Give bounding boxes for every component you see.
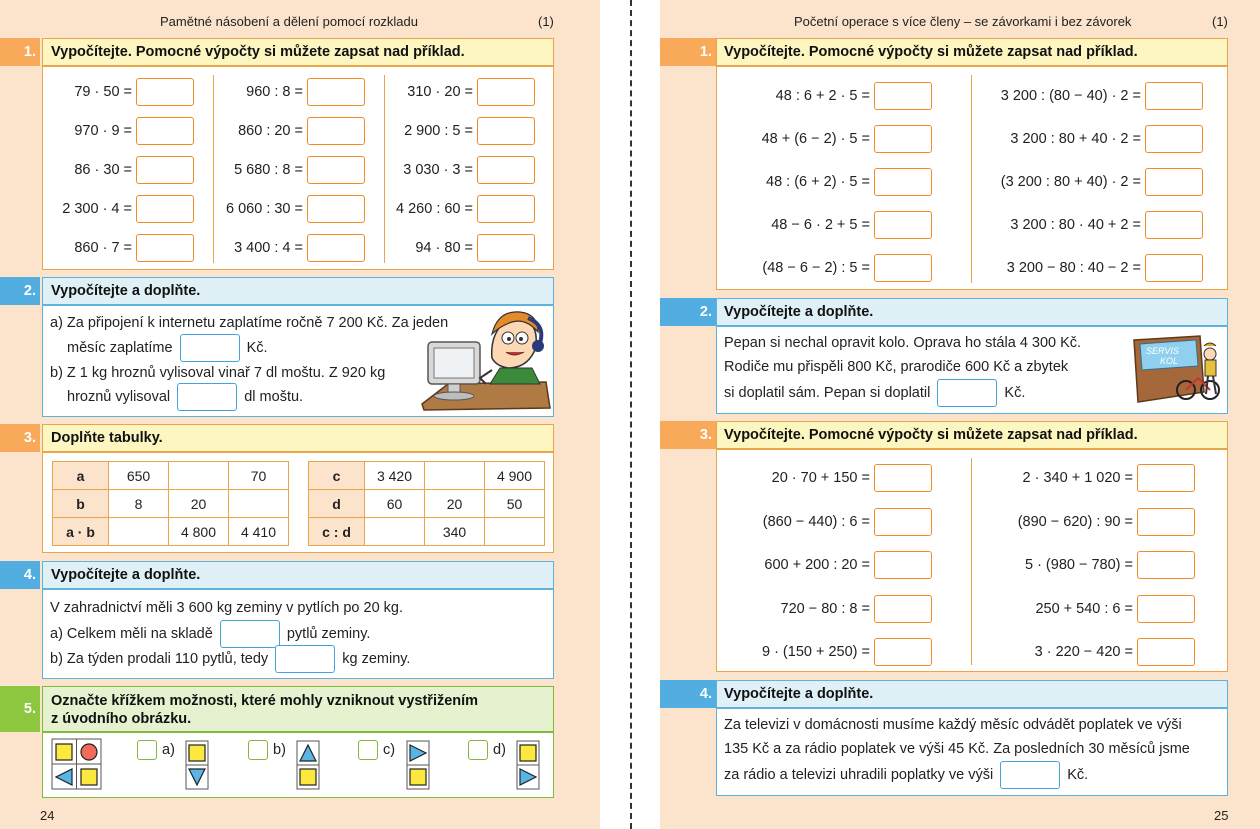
- equation-row: [712, 210, 932, 240]
- equation-text: 48 : (6 + 2) · 5 =: [766, 174, 870, 190]
- table-row: [309, 518, 545, 546]
- equation-text: 79 · 50 =: [74, 84, 132, 100]
- answer-box[interactable]: [1137, 638, 1195, 666]
- equation-text: 9 · (150 + 250) =: [761, 644, 870, 660]
- answer-box[interactable]: [1000, 761, 1060, 789]
- page-header-num: (1): [1212, 14, 1228, 29]
- equation-row: [983, 124, 1203, 154]
- word-problem-text: a) Celkem měli na skladě: [50, 625, 213, 642]
- equation-text: 3 400 : 4 =: [234, 240, 303, 256]
- equation-row: [712, 550, 932, 580]
- word-problem-text: Kč.: [1067, 766, 1089, 783]
- exercise-title: Vypočítejte a doplňte.: [42, 277, 554, 305]
- table-row-header: b: [53, 490, 109, 518]
- answer-box[interactable]: [937, 379, 997, 407]
- answer-box[interactable]: [1145, 125, 1203, 153]
- table-row-header: a: [53, 462, 109, 490]
- equation-text: 970 · 9 =: [74, 123, 132, 139]
- table-row-header: c : d: [309, 518, 365, 546]
- table-cell: 650: [109, 462, 169, 490]
- table-cell[interactable]: [485, 518, 545, 546]
- word-problem-text: Za televizi v domácnosti musíme každý měsíc odvádět poplatek ve výši: [724, 717, 1182, 733]
- answer-box[interactable]: [275, 645, 335, 673]
- equation-row: [712, 253, 932, 283]
- table-cell: 20: [169, 490, 229, 518]
- answer-box[interactable]: [477, 234, 535, 262]
- equation-row: [712, 507, 932, 537]
- word-problem-text: za rádio a televizi uhradili poplatky ve výši: [724, 766, 994, 783]
- exercise-title-line: z úvodního obrázku.: [51, 711, 192, 727]
- table-cell: 4 900: [485, 462, 545, 490]
- equation-text: (48 − 6 − 2) : 5 =: [762, 260, 870, 276]
- equation-row: [712, 124, 932, 154]
- table-cell[interactable]: [365, 518, 425, 546]
- equation-row: [975, 463, 1195, 493]
- table-row: [53, 462, 289, 490]
- exercise-number: 4.: [660, 680, 716, 708]
- equation-row: [315, 233, 535, 263]
- equation-text: (3 200 : 80 + 40) · 2 =: [1000, 174, 1141, 190]
- word-problem-text: kg zeminy.: [342, 650, 411, 667]
- table-cell: 4 410: [229, 518, 289, 546]
- table-cell: 50: [485, 490, 545, 518]
- sign-text: SERVIS: [1146, 346, 1179, 356]
- word-problem-text: b) Za týden prodali 110 pytlů, tedy: [50, 650, 269, 667]
- equation-text: (860 − 440) : 6 =: [762, 513, 870, 530]
- equation-text: 600 + 200 : 20 =: [764, 557, 870, 573]
- exercise-title: Vypočítejte. Pomocné výpočty si můžete zapsat nad příklad.: [42, 38, 554, 66]
- exercise-title: Vypočítejte a doplňte.: [716, 680, 1228, 708]
- answer-box[interactable]: [1145, 211, 1203, 239]
- word-problem-text: Rodiče mu přispěli 800 Kč, prarodiče 600 Kč a zbytek: [724, 359, 1069, 375]
- equation-row: [315, 77, 535, 107]
- exercise-title: Vypočítejte a doplňte.: [42, 561, 554, 589]
- equation-text: 720 − 80 : 8 =: [780, 600, 870, 617]
- table-row-header: a · b: [53, 518, 109, 546]
- equation-text: 4 260 : 60 =: [396, 201, 473, 217]
- answer-box[interactable]: [874, 168, 932, 196]
- equation-text: 250 + 540 : 6 =: [1035, 600, 1133, 617]
- equation-row: [983, 210, 1203, 240]
- option-a-figure: [185, 740, 209, 790]
- page-header: Početní operace s více členy – se závorkami i bez závorek: [794, 14, 1132, 29]
- answer-box[interactable]: [1145, 168, 1203, 196]
- table-row-header: c: [309, 462, 365, 490]
- equation-text: 2 900 : 5 =: [404, 123, 473, 139]
- answer-box[interactable]: [874, 82, 932, 110]
- equation-text: 3 200 : 80 · 40 + 2 =: [1010, 217, 1141, 233]
- equation-text: 48 + (6 − 2) · 5 =: [761, 131, 870, 147]
- exercise-number: 2.: [660, 298, 716, 326]
- table-row: [53, 490, 289, 518]
- exercise-title: Vypočítejte. Pomocné výpočty si můžete zapsat nad příklad.: [716, 38, 1228, 66]
- right-page: [660, 0, 1260, 829]
- page-number: 25: [1214, 808, 1229, 823]
- word-problem-text: dl moštu.: [244, 388, 304, 405]
- equation-text: 48 : 6 + 2 · 5 =: [775, 88, 870, 104]
- option-checkbox-b[interactable]: [248, 740, 268, 760]
- answer-box[interactable]: [180, 334, 240, 362]
- equation-row: [975, 507, 1195, 537]
- word-problem-text: si doplatil sám. Pepan si doplatil: [724, 384, 931, 401]
- equation-text: 2 300 · 4 =: [62, 201, 132, 217]
- table-cell[interactable]: [109, 518, 169, 546]
- left-page: [0, 0, 600, 829]
- answer-box[interactable]: [477, 195, 535, 223]
- exercise-number: 2.: [0, 277, 40, 305]
- equation-text: 5 · (980 − 780) =: [1024, 557, 1133, 573]
- word-problem-text: Kč.: [1004, 384, 1026, 401]
- equation-text: 3 · 220 − 420 =: [1034, 644, 1133, 660]
- table-cell: 8: [109, 490, 169, 518]
- equation-row: [315, 194, 535, 224]
- answer-box[interactable]: [874, 254, 932, 282]
- answer-box[interactable]: [874, 595, 932, 623]
- exercise-number: 4.: [0, 561, 40, 589]
- word-problem-text: V zahradnictví měli 3 600 kg zeminy v pytlích po 20 kg.: [50, 600, 404, 616]
- table-cell[interactable]: [229, 490, 289, 518]
- equation-text: 48 − 6 · 2 + 5 =: [771, 217, 870, 233]
- exercise-title-line: Označte křížkem možnosti, které mohly vzniknout vystřižením: [51, 693, 479, 709]
- equation-text: 86 · 30 =: [74, 162, 132, 178]
- equation-row: [315, 155, 535, 185]
- word-problem-text: 135 Kč a za rádio poplatek ve výši 45 Kč. Za posledních 30 měsíců jsme: [724, 741, 1190, 757]
- option-label: a): [162, 742, 175, 758]
- boy-at-computer-illustration: [420, 308, 552, 412]
- option-label: d): [493, 742, 506, 758]
- equation-row: [712, 167, 932, 197]
- answer-box[interactable]: [1145, 82, 1203, 110]
- equation-text: 960 : 8 =: [246, 84, 303, 100]
- equation-text: 3 200 : (80 − 40) · 2 =: [1000, 88, 1141, 104]
- equation-row: [712, 594, 932, 624]
- exercise-number: 5.: [0, 686, 40, 732]
- equation-row: [983, 81, 1203, 111]
- page-header-num: (1): [538, 14, 554, 29]
- answer-box[interactable]: [177, 383, 237, 411]
- exercise-number: 1.: [0, 38, 40, 66]
- table-cell: 70: [229, 462, 289, 490]
- equation-text: 94 · 80 =: [415, 240, 473, 256]
- table-row-header: d: [309, 490, 365, 518]
- equation-row: [712, 81, 932, 111]
- answer-box[interactable]: [1137, 464, 1195, 492]
- equation-row: [712, 463, 932, 493]
- option-label: c): [383, 742, 396, 758]
- equation-row: [975, 594, 1195, 624]
- exercise-title: Doplňte tabulky.: [42, 424, 554, 452]
- exercise-number: 3.: [0, 424, 40, 452]
- answer-box[interactable]: [477, 156, 535, 184]
- answer-box[interactable]: [1137, 551, 1195, 579]
- table-cell: 3 420: [365, 462, 425, 490]
- answer-box[interactable]: [477, 78, 535, 106]
- equation-text: 6 060 : 30 =: [226, 201, 303, 217]
- equation-row: [975, 637, 1195, 667]
- equation-text: 5 680 : 8 =: [234, 162, 303, 178]
- exercise-number: 3.: [660, 421, 716, 449]
- exercise-title: [42, 686, 554, 732]
- exercise-number: 1.: [660, 38, 716, 66]
- word-problem-text: b) Z 1 kg hroznů vylisoval vinař 7 dl moštu. Z 920 kg: [50, 365, 386, 381]
- equation-text: 3 030 · 3 =: [403, 162, 473, 178]
- exercise-title: Vypočítejte a doplňte.: [716, 298, 1228, 326]
- answer-box[interactable]: [1145, 254, 1203, 282]
- option-checkbox-a[interactable]: [137, 740, 157, 760]
- answer-box[interactable]: [874, 508, 932, 536]
- original-shape-figure: [51, 738, 102, 790]
- page-number: 24: [40, 808, 55, 823]
- multiplication-table: [52, 461, 289, 546]
- word-problem-text: pytlů zeminy.: [286, 625, 371, 642]
- equation-text: 310 · 20 =: [407, 84, 473, 100]
- option-checkbox-c[interactable]: [358, 740, 378, 760]
- word-problem-text: měsíc zaplatíme: [67, 339, 173, 356]
- option-b-figure: [296, 740, 320, 790]
- equation-text: 20 · 70 + 150 =: [771, 470, 870, 486]
- division-table: [308, 461, 545, 546]
- answer-box[interactable]: [874, 638, 932, 666]
- equation-row: [712, 637, 932, 667]
- table-row: [309, 490, 545, 518]
- page-header: Pamětné násobení a dělení pomocí rozkladu: [160, 14, 419, 29]
- answer-box[interactable]: [220, 620, 280, 648]
- equation-text: (890 − 620) : 90 =: [1017, 513, 1133, 530]
- answer-box[interactable]: [1137, 508, 1195, 536]
- equation-row: [983, 253, 1203, 283]
- equation-text: 860 : 20 =: [238, 123, 303, 139]
- equation-row: [975, 550, 1195, 580]
- table-row: [53, 518, 289, 546]
- equation-text: 860 · 7 =: [74, 240, 132, 256]
- table-cell[interactable]: [425, 462, 485, 490]
- equation-row: [315, 116, 535, 146]
- answer-box[interactable]: [874, 464, 932, 492]
- table-cell: 20: [425, 490, 485, 518]
- word-problem-text: Pepan si nechal opravit kolo. Oprava ho stála 4 300 Kč.: [724, 335, 1082, 351]
- option-label: b): [273, 742, 286, 758]
- equation-row: [983, 167, 1203, 197]
- exercise-title: Vypočítejte. Pomocné výpočty si můžete zapsat nad příklad.: [716, 421, 1228, 449]
- table-cell: 60: [365, 490, 425, 518]
- word-problem-text: Kč.: [246, 339, 268, 356]
- equation-text: 2 · 340 + 1 020 =: [1022, 470, 1133, 486]
- table-cell: 340: [425, 518, 485, 546]
- bike-service-illustration: [1130, 332, 1222, 408]
- word-problem-text: hroznů vylisoval: [67, 388, 171, 405]
- answer-box[interactable]: [874, 125, 932, 153]
- table-cell: 4 800: [169, 518, 229, 546]
- answer-box[interactable]: [477, 117, 535, 145]
- answer-box[interactable]: [1137, 595, 1195, 623]
- table-cell[interactable]: [169, 462, 229, 490]
- equation-text: 3 200 : 80 + 40 · 2 =: [1010, 131, 1141, 147]
- page-divider: [630, 0, 632, 829]
- answer-box[interactable]: [874, 211, 932, 239]
- table-row: [309, 462, 545, 490]
- option-d-figure: [516, 740, 540, 790]
- word-problem-text: a) Za připojení k internetu zaplatíme ročně 7 200 Kč. Za jeden: [50, 315, 449, 331]
- sign-text: KOL: [1160, 356, 1179, 366]
- option-c-figure: [406, 740, 430, 790]
- equation-text: 3 200 − 80 : 40 − 2 =: [1006, 260, 1141, 276]
- option-checkbox-d[interactable]: [468, 740, 488, 760]
- answer-box[interactable]: [874, 551, 932, 579]
